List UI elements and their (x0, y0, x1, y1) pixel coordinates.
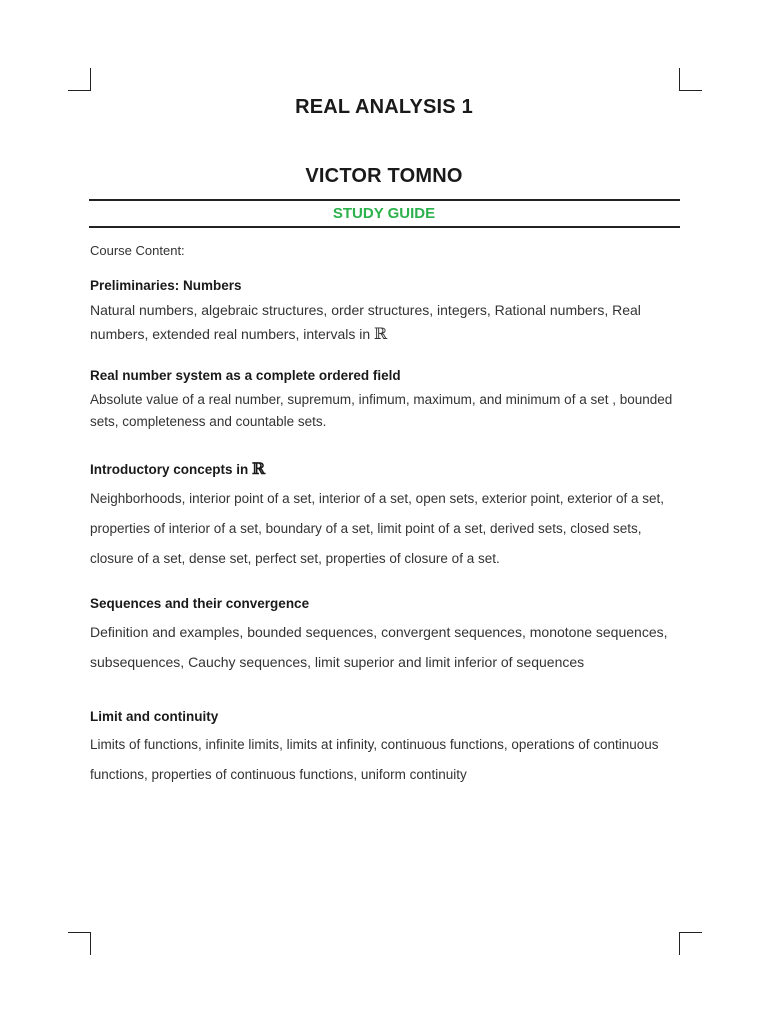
banner-rule-bottom (89, 226, 680, 228)
section-body-text: Natural numbers, algebraic structures, order structures, integers, Rational numbers, Real numbers, extended real numbers, intervals in (90, 302, 641, 342)
document-title: REAL ANALYSIS 1 (295, 96, 473, 118)
section-heading-text: Introductory concepts in (90, 462, 249, 477)
section-body: Absolute value of a real number, supremum, infimum, maximum, and minimum of a set , bounded sets, completeness and countable sets. (90, 392, 673, 429)
section-real-number-system (90, 368, 682, 433)
course-content (90, 243, 682, 790)
section-sequences (90, 596, 682, 677)
section-preliminaries (90, 278, 682, 346)
section-body: Limits of functions, infinite limits, limits at infinity, continuous functions, operations of continuous functions, properties of continuous functions, uniform continuity (90, 737, 659, 782)
crop-mark-bottom-right (679, 932, 702, 955)
section-heading: Limit and continuity (90, 709, 219, 724)
section-introductory-concepts (90, 459, 682, 574)
real-numbers-symbol: ℝ (374, 324, 388, 343)
section-body: Neighborhoods, interior point of a set, interior of a set, open sets, exterior point, exterior of a set, properties of interior of a set, boundary of a set, limit point of a set, derived sets, closed sets, closure of a set, dense set, perfect set, properties of closure of a set. (90, 491, 665, 566)
document-author: VICTOR TOMNO (305, 165, 463, 187)
crop-mark-bottom-left (68, 932, 91, 955)
section-body (90, 299, 682, 346)
section-heading: Real number system as a complete ordered field (90, 368, 401, 383)
course-content-label: Course Content: (90, 243, 185, 258)
study-guide-banner: STUDY GUIDE (332, 205, 436, 222)
section-limit-continuity (90, 709, 682, 790)
section-heading (90, 459, 682, 478)
section-heading: Preliminaries: Numbers (90, 278, 242, 293)
section-body: Definition and examples, bounded sequences, convergent sequences, monotone sequences, subsequences, Cauchy sequences, limit superior and limit inferior of sequences (90, 624, 668, 670)
crop-mark-top-left (68, 68, 91, 91)
banner-rule-top (89, 199, 680, 201)
section-heading: Sequences and their convergence (90, 596, 310, 611)
crop-mark-top-right (679, 68, 702, 91)
real-numbers-symbol: ℝ (252, 459, 266, 478)
